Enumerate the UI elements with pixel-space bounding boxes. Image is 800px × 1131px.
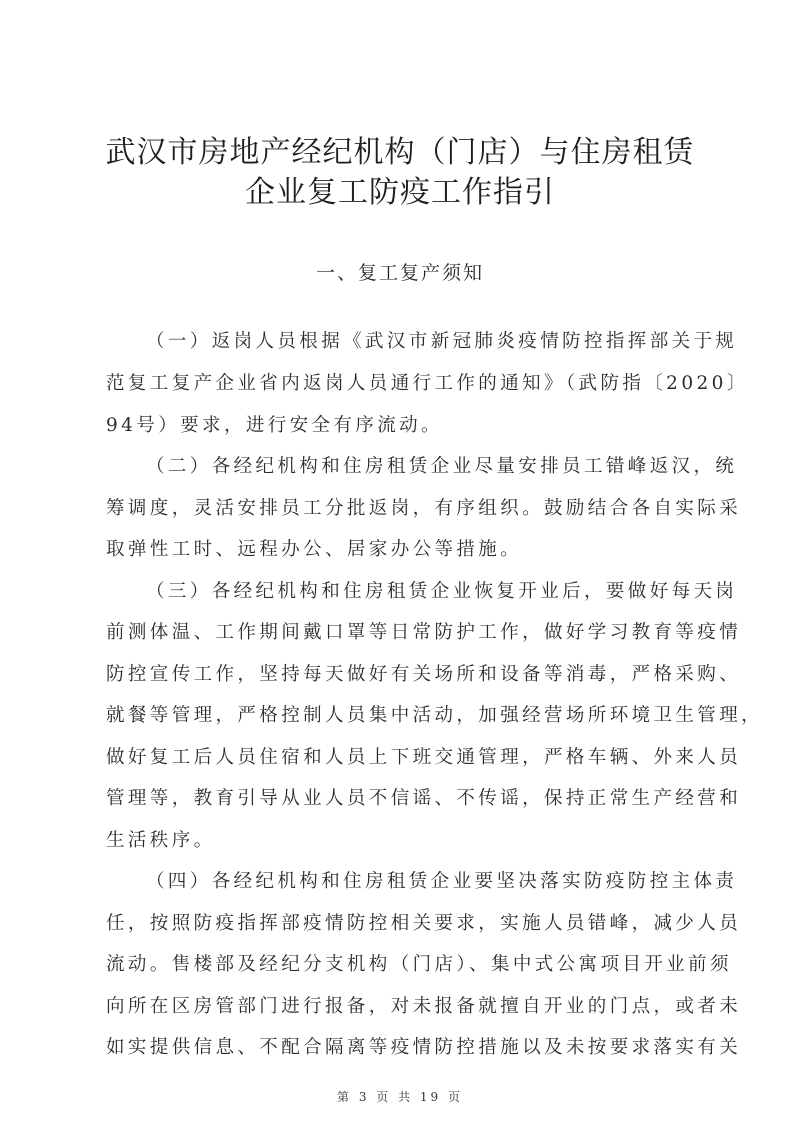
paragraph-3-line-5: 做好复工后人员住宿和人员上下班交通管理，严格车辆、外来人员 (106, 747, 742, 768)
paragraph-3-line-6: 管理等，教育引导从业人员不信谣、不传谣，保持正常生产经营和 (106, 788, 742, 809)
paragraph-1-line-3: 94号）要求，进行安全有序流动。 (106, 415, 443, 436)
paragraph-3-line-3: 防控宣传工作，坚持每天做好有关场所和设备等消毒，严格采购、 (106, 664, 742, 685)
paragraph-4-line-3: 流动。售楼部及经纪分支机构（门店）、集中式公寓项目开业前须 (106, 954, 732, 975)
paragraph-2-line-3: 取弹性工时、远程办公、居家办公等措施。 (106, 539, 523, 560)
page-number-footer: 第 3 页 共 19 页 (337, 1090, 463, 1104)
document-title-line-2: 企业复工防疫工作指引 (245, 175, 555, 210)
section-heading: 一、复工复产须知 (315, 262, 484, 284)
paragraph-2-line-1: （二）各经纪机构和住房租赁企业尽量安排员工错峰返汉，统 (146, 456, 738, 477)
paragraph-4-line-4: 向所在区房管部门进行报备，对未报备就擅自开业的门点，或者未 (106, 996, 742, 1017)
paragraph-3-line-2: 前测体温、工作期间戴口罩等日常防护工作，做好学习教育等疫情 (106, 622, 742, 643)
paragraph-1-line-1: （一）返岗人员根据《武汉市新冠肺炎疫情防控指挥部关于规 (146, 331, 738, 352)
paragraph-3-line-4: 就餐等管理，严格控制人员集中活动，加强经营场所环境卫生管理， (106, 705, 764, 726)
paragraph-4-line-1: （四）各经纪机构和住房租赁企业要坚决落实防疫防控主体责 (146, 871, 738, 892)
paragraph-2-line-2: 筹调度，灵活安排员工分批返岗，有序组织。鼓励结合各自实际采 (106, 498, 742, 519)
paragraph-4-line-2: 任，按照防疫指挥部疫情防控相关要求，实施人员错峰，减少人员 (106, 913, 742, 934)
paragraph-1-line-2: 范复工复产企业省内返岗人员通行工作的通知》（武防指〔2020〕 (106, 373, 749, 394)
paragraph-4-line-5: 如实提供信息、不配合隔离等疫情防控措施以及未按要求落实有关 (106, 1037, 742, 1058)
document-title-line-1: 武汉市房地产经纪机构（门店）与住房租赁 (105, 135, 695, 170)
paragraph-3-line-7: 生活秩序。 (106, 830, 216, 851)
paragraph-3-line-1: （三）各经纪机构和住房租赁企业恢复开业后，要做好每天岗 (146, 581, 738, 602)
